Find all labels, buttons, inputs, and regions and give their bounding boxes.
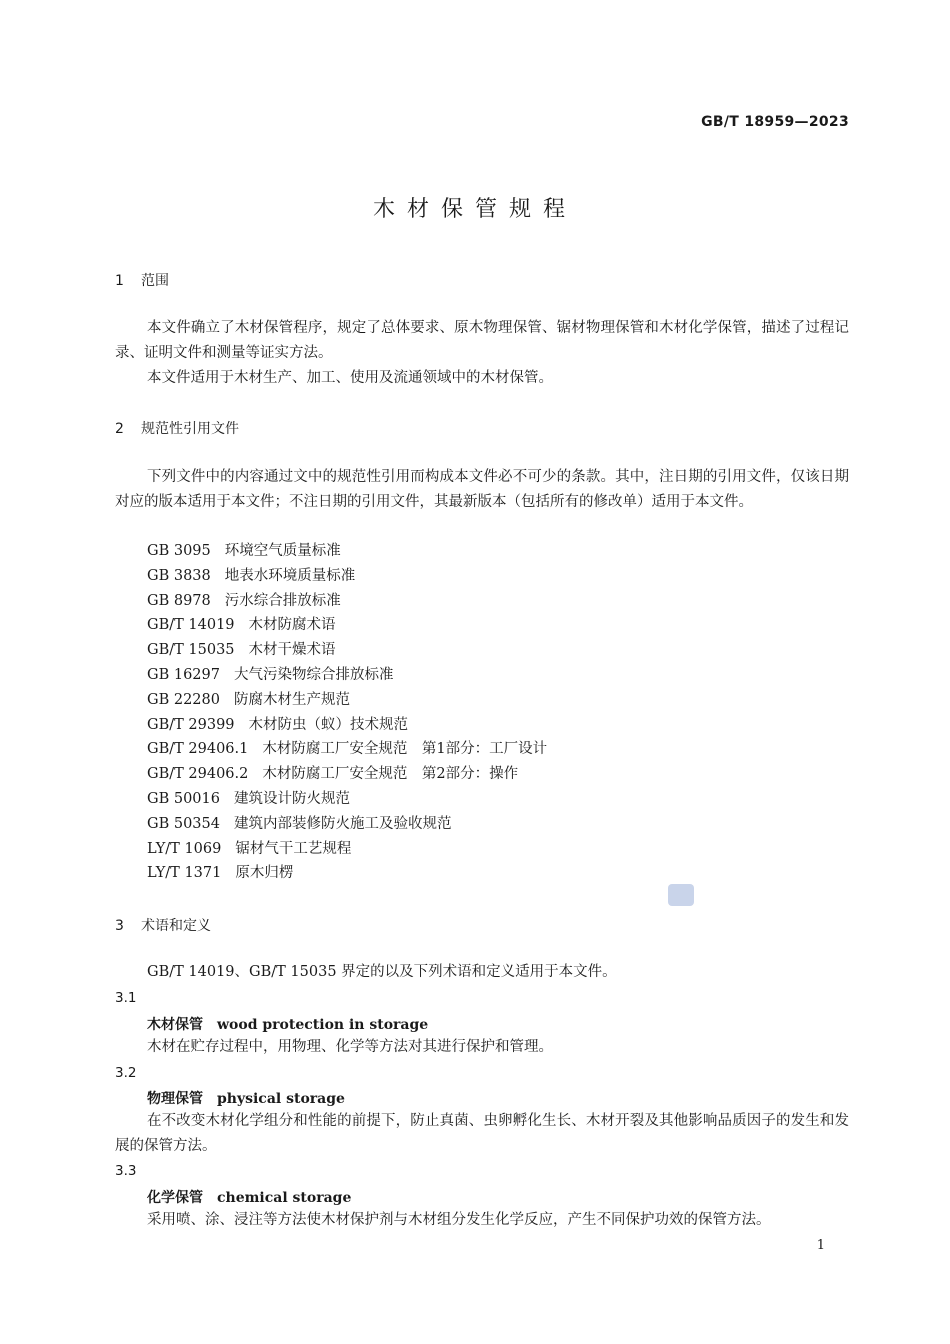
term-number: 3.2 [115, 1065, 137, 1081]
section-2-heading [115, 418, 239, 438]
reference-item: GB 50016 建筑设计防火规范 [147, 790, 350, 807]
section-number: 3 [115, 918, 124, 934]
reference-item: GB 3838 地表水环境质量标准 [147, 567, 356, 584]
section-3-intro: GB/T 14019、GB/T 15035 界定的以及下列术语和定义适用于本文件。 [147, 964, 617, 980]
section-title: 术语和定义 [141, 918, 211, 934]
term-number: 3.3 [115, 1163, 137, 1179]
section-title: 范围 [141, 273, 169, 289]
term-definition: 木材在贮存过程中，用物理、化学等方法对其进行保护和管理。 [147, 1039, 553, 1055]
reference-item: GB/T 14019 木材防腐术语 [147, 617, 336, 634]
section-1-paragraph-1: 本文件确立了木材保管程序，规定了总体要求、原木物理保管、锯材物理保管和木材化学保管，描述了过程记录、证明文件和测量等证实方法。 [115, 320, 849, 361]
reference-item: GB 8978 污水综合排放标准 [147, 592, 341, 609]
page-number: 1 [816, 1238, 825, 1253]
reference-item: GB 3095 环境空气质量标准 [147, 543, 341, 559]
section-2-paragraph: 下列文件中的内容通过文中的规范性引用而构成本文件必不可少的条款。其中，注日期的引用文件，仅该日期对应的版本适用于本文件；不注日期的引用文件，其最新版本（包括所有的修改单）适用于本文件。 [115, 469, 849, 510]
section-number: 1 [115, 273, 124, 289]
section-3-heading [115, 915, 211, 935]
document-title: 木材保管规程 [372, 197, 577, 222]
reference-item: GB 16297 大气污染物综合排放标准 [147, 666, 394, 683]
reference-item: GB 22280 防腐木材生产规范 [147, 691, 350, 708]
term-definition: 采用喷、涂、浸注等方法使木材保护剂与木材组分发生化学反应，产生不同保护功效的保管方法。 [147, 1212, 771, 1228]
standard-code: GB/T 18959—2023 [701, 114, 849, 130]
reference-item: GB 50354 建筑内部装修防火施工及验收规范 [147, 815, 452, 832]
reference-item: LY/T 1069 锯材气干工艺规程 [147, 840, 352, 857]
normative-reference-list [147, 539, 547, 886]
reference-item: LY/T 1371 原木归楞 [147, 865, 294, 882]
section-number: 2 [115, 421, 124, 437]
term-definition: 在不改变木材化学组分和性能的前提下，防止真菌、虫卵孵化生长、木材开裂及其他影响品质因子的发生和发展的保管方法。 [115, 1113, 849, 1154]
reference-item: GB/T 29399 木材防虫（蚁）技术规范 [147, 716, 409, 733]
reference-item: GB/T 15035 木材干燥术语 [147, 642, 336, 659]
section-title: 规范性引用文件 [141, 421, 239, 437]
sac-watermark-logo [668, 884, 694, 906]
term-name: 木材保管 wood protection in storage [147, 1017, 429, 1033]
reference-item: GB/T 29406.1 木材防腐工厂安全规范 第1部分：工厂设计 [147, 741, 548, 758]
term-name: 化学保管 chemical storage [147, 1190, 352, 1206]
section-1-paragraph-2: 本文件适用于木材生产、加工、使用及流通领域中的木材保管。 [147, 370, 553, 386]
term-number: 3.1 [115, 990, 137, 1006]
term-name: 物理保管 physical storage [147, 1091, 345, 1107]
section-1-heading [115, 270, 169, 290]
reference-item: GB/T 29406.2 木材防腐工厂安全规范 第2部分：操作 [147, 766, 519, 783]
